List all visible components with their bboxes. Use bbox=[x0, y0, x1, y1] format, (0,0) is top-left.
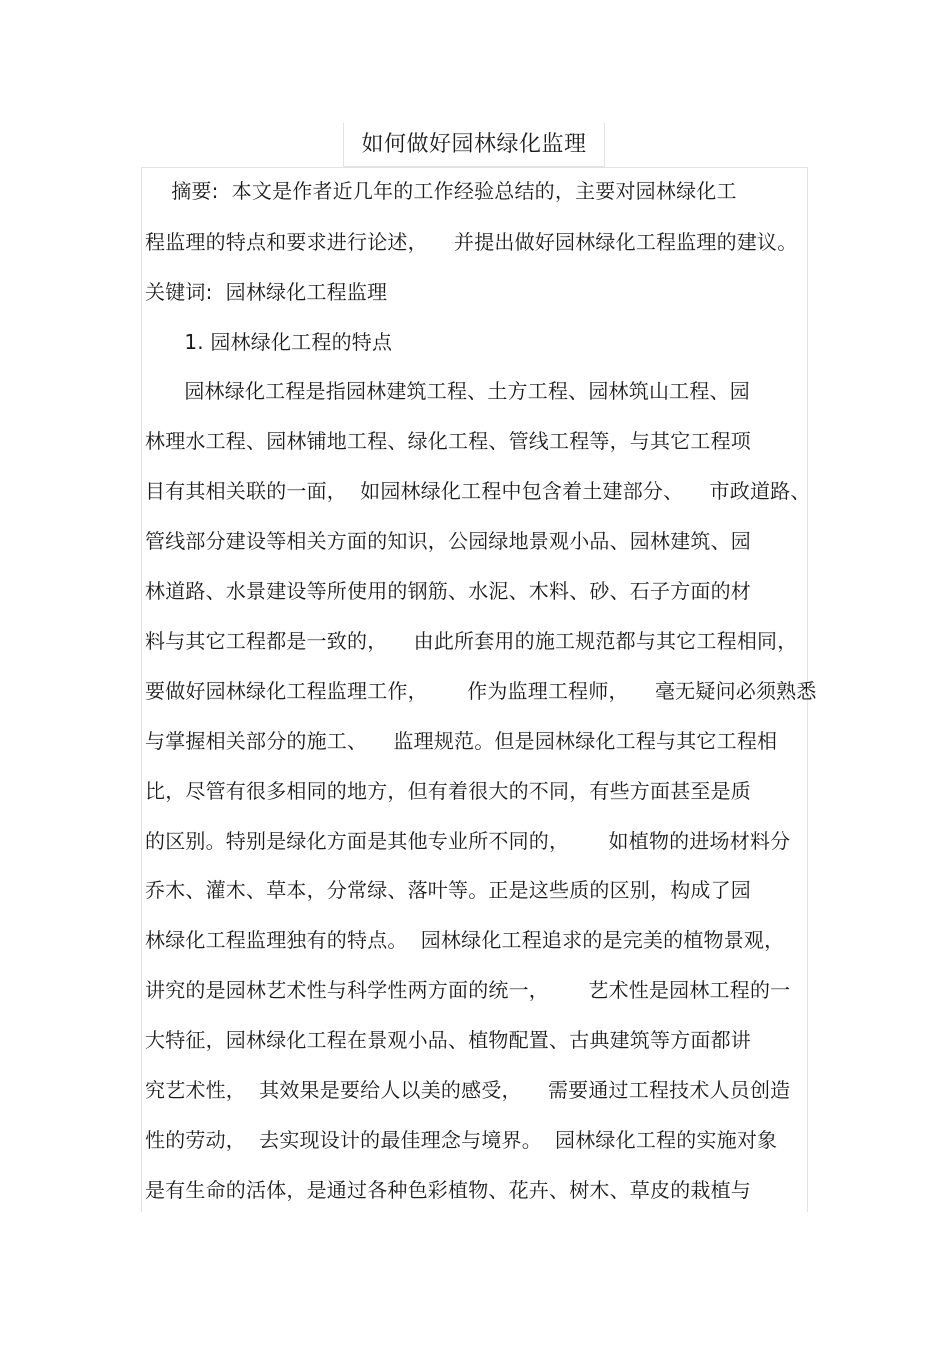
title-frame bbox=[343, 123, 605, 167]
section-heading: 1. 园林绿化工程的特点 bbox=[145, 330, 393, 354]
text-line: 是有生命的活体，是通过各种色彩植物、花卉、树木、草皮的栽植与 bbox=[145, 1178, 751, 1202]
text-line: 园林绿化工程是指园林建筑工程、土方工程、园林筑山工程、园 bbox=[145, 379, 750, 403]
text-line: 大特征，园林绿化工程在景观小品、植物配置、古典建筑等方面都讲 bbox=[145, 1028, 751, 1052]
text-line: 与掌握相关部分的施工、 监理规范。但是园林绿化工程与其它工程相 bbox=[145, 729, 778, 753]
text-line: 究艺术性， 其效果是要给人以美的感受， 需要通过工程技术人员创造 bbox=[145, 1078, 791, 1102]
text-line: 要做好园林绿化工程监理工作， 作为监理工程师， 毫无疑问必须熟悉 bbox=[145, 679, 817, 703]
text-line-abstract: 摘要: 本文是作者近几年的工作经验总结的，主要对园林绿化工 bbox=[145, 179, 737, 203]
text-line: 林绿化工程监理独有的特点。 园林绿化工程追求的是完美的植物景观， bbox=[145, 928, 785, 952]
text-line: 性的劳动， 去实现设计的最佳理念与境界。 园林绿化工程的实施对象 bbox=[145, 1128, 778, 1152]
text-line: 料与其它工程都是一致的， 由此所套用的施工规范都与其它工程相同， bbox=[145, 629, 798, 653]
text-line: 管线部分建设等相关方面的知识，公园绿地景观小品、园林建筑、园 bbox=[145, 529, 751, 553]
text-line: 讲究的是园林艺术性与科学性两方面的统一， 艺术性是园林工程的一 bbox=[145, 978, 791, 1002]
text-line: 目有其相关联的一面， 如园林绿化工程中包含着土建部分、 市政道路、 bbox=[145, 479, 811, 503]
text-line-keywords: 关键词: 园林绿化工程监理 bbox=[145, 280, 388, 304]
text-line: 的区别。特别是绿化方面是其他专业所不同的， 如植物的进场材料分 bbox=[145, 829, 791, 853]
text-line: 林道路、水景建设等所使用的钢筋、水泥、木料、砂、石子方面的材 bbox=[145, 579, 751, 603]
text-line: 林理水工程、园林铺地工程、绿化工程、管线工程等，与其它工程项 bbox=[145, 429, 751, 453]
text-line: 程监理的特点和要求进行论述， 并提出做好园林绿化工程监理的建议。 bbox=[145, 230, 798, 254]
text-line: 乔木、灌木、草本，分常绿、落叶等。正是这些质的区别，构成了园 bbox=[145, 878, 751, 902]
text-line: 比，尽管有很多相同的地方，但有着很大的不同，有些方面甚至是质 bbox=[145, 779, 751, 803]
page-title: 如何做好园林绿化监理 bbox=[361, 132, 587, 157]
